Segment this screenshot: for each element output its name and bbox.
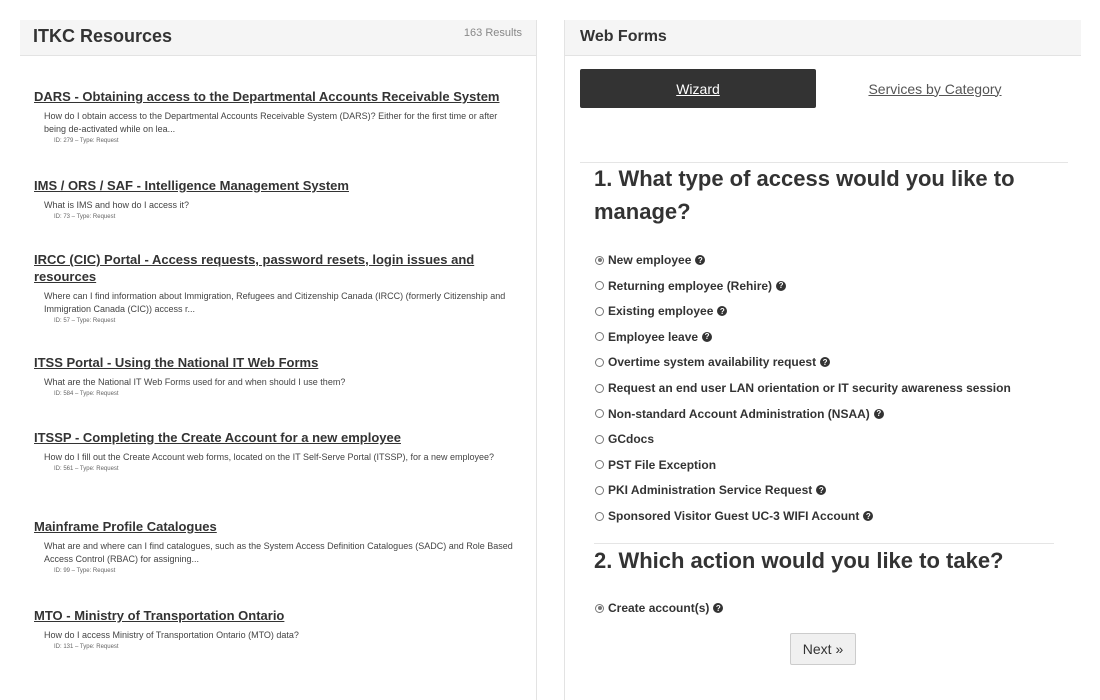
resource-description: What are the National IT Web Forms used for and when should I use them? bbox=[44, 377, 346, 387]
resource-description: How do I obtain access to the Departmental Accounts Receivable System (DARS)? Either for the first time or after being de-activated while on lea... bbox=[44, 111, 498, 134]
resource-link[interactable]: IMS / ORS / SAF - Intelligence Management System bbox=[34, 178, 349, 193]
help-icon[interactable]: ? bbox=[820, 357, 830, 367]
radio-option-label: Sponsored Visitor Guest UC-3 WIFI Account bbox=[608, 509, 860, 523]
help-icon[interactable]: ? bbox=[874, 409, 884, 419]
question-1-heading: 1. What type of access would you like to manage? bbox=[594, 166, 1015, 224]
list-item bbox=[34, 607, 518, 653]
radio-option-label: PKI Administration Service Request bbox=[608, 483, 813, 498]
radio-option-label: GCdocs bbox=[608, 432, 655, 447]
radio-checked-icon[interactable] bbox=[595, 256, 604, 265]
web-forms-panel bbox=[564, 20, 1081, 700]
radio-option-label: Employee leave bbox=[608, 329, 699, 344]
radio-option-label: Existing employee bbox=[608, 304, 714, 319]
resource-meta: ID: 279 – Type: Request bbox=[54, 138, 119, 144]
list-item bbox=[34, 251, 518, 327]
list-item bbox=[34, 429, 518, 475]
help-icon[interactable]: ? bbox=[695, 255, 705, 265]
radio-checked-icon[interactable] bbox=[595, 604, 604, 613]
resource-description: What are and where can I find catalogues, such as the System Access Definition Catalogues (SADC) and Role Based Access Control (RBAC) for assigning... bbox=[44, 541, 513, 564]
resource-meta: ID: 57 – Type: Request bbox=[54, 318, 116, 324]
radio-unchecked-icon[interactable] bbox=[595, 460, 604, 469]
radio-unchecked-icon[interactable] bbox=[595, 409, 604, 418]
tab-wizard[interactable]: Wizard bbox=[580, 69, 816, 108]
radio-option-label: Request an end user LAN orientation or IT security awareness session bbox=[608, 381, 1011, 395]
radio-option-label: Create account(s) bbox=[608, 601, 710, 615]
resource-meta: ID: 131 – Type: Request bbox=[54, 644, 119, 650]
results-count: 163 Results bbox=[463, 27, 522, 39]
radio-unchecked-icon[interactable] bbox=[595, 512, 604, 521]
radio-option-label: Returning employee (Rehire) bbox=[608, 278, 773, 293]
list-item bbox=[34, 518, 518, 577]
webforms-header bbox=[565, 20, 1081, 56]
radio-option[interactable] bbox=[595, 509, 873, 523]
next-button[interactable]: Next » bbox=[790, 633, 856, 665]
help-icon[interactable]: ? bbox=[776, 281, 786, 291]
radio-unchecked-icon[interactable] bbox=[595, 281, 604, 290]
radio-unchecked-icon[interactable] bbox=[595, 435, 604, 444]
resource-link[interactable]: MTO - Ministry of Transportation Ontario bbox=[34, 608, 285, 623]
radio-unchecked-icon[interactable] bbox=[595, 332, 604, 341]
radio-option-label: New employee bbox=[608, 253, 692, 267]
radio-unchecked-icon[interactable] bbox=[595, 358, 604, 367]
radio-option[interactable] bbox=[595, 381, 1011, 395]
resources-title: ITKC Resources bbox=[33, 26, 173, 46]
radio-unchecked-icon[interactable] bbox=[595, 486, 604, 495]
help-icon[interactable]: ? bbox=[702, 332, 712, 342]
resource-meta: ID: 99 – Type: Request bbox=[54, 568, 116, 574]
radio-option[interactable] bbox=[595, 432, 654, 446]
resource-link[interactable]: DARS - Obtaining access to the Departmental Accounts Receivable System bbox=[34, 89, 500, 104]
radio-option[interactable] bbox=[595, 407, 884, 421]
radio-option-label: PST File Exception bbox=[608, 457, 717, 472]
help-icon[interactable]: ? bbox=[717, 306, 727, 316]
itkc-resources-panel bbox=[20, 20, 537, 700]
list-item bbox=[34, 177, 518, 223]
radio-option[interactable] bbox=[595, 304, 727, 318]
tab-services-by-category[interactable]: Services by Category bbox=[868, 80, 1002, 97]
resource-link[interactable]: ITSSP - Completing the Create Account for a new employee bbox=[34, 430, 401, 445]
radio-option-label: Non-standard Account Administration (NSAA) bbox=[608, 406, 870, 421]
radio-option[interactable] bbox=[595, 355, 830, 369]
webforms-title: Web Forms bbox=[580, 28, 667, 45]
resource-meta: ID: 561 – Type: Request bbox=[54, 466, 119, 472]
radio-unchecked-icon[interactable] bbox=[595, 384, 604, 393]
radio-option[interactable] bbox=[595, 330, 712, 344]
help-icon[interactable]: ? bbox=[713, 603, 723, 613]
resource-meta: ID: 584 – Type: Request bbox=[54, 391, 119, 397]
resource-link[interactable]: ITSS Portal - Using the National IT Web Forms bbox=[34, 355, 319, 370]
radio-option[interactable] bbox=[595, 279, 786, 293]
radio-option[interactable] bbox=[595, 253, 705, 267]
resource-link[interactable]: Mainframe Profile Catalogues bbox=[34, 519, 217, 534]
help-icon[interactable]: ? bbox=[863, 511, 873, 521]
radio-unchecked-icon[interactable] bbox=[595, 307, 604, 316]
radio-option-label: Overtime system availability request bbox=[608, 355, 817, 370]
resources-header bbox=[20, 20, 536, 56]
resource-description: Where can I find information about Immigration, Refugees and Citizenship Canada (IRCC) (formerly Citizenship and Immigration Canada (CIC)) access r... bbox=[44, 291, 506, 314]
resource-description: What is IMS and how do I access it? bbox=[44, 200, 190, 210]
resource-link[interactable]: IRCC (CIC) Portal - Access requests, password resets, login issues and resources bbox=[34, 252, 475, 284]
resource-description: How do I access Ministry of Transportation Ontario (MTO) data? bbox=[44, 630, 299, 640]
help-icon[interactable]: ? bbox=[816, 485, 826, 495]
radio-option[interactable] bbox=[595, 483, 826, 497]
question-2-heading: 2. Which action would you like to take? bbox=[594, 548, 1004, 573]
list-item bbox=[34, 354, 518, 400]
radio-option[interactable] bbox=[595, 601, 723, 615]
list-item bbox=[34, 88, 518, 147]
resource-description: How do I fill out the Create Account web forms, located on the IT Self-Serve Portal (ITSSP), for a new employee? bbox=[44, 452, 495, 462]
radio-option[interactable] bbox=[595, 458, 716, 472]
resource-meta: ID: 73 – Type: Request bbox=[54, 214, 116, 220]
